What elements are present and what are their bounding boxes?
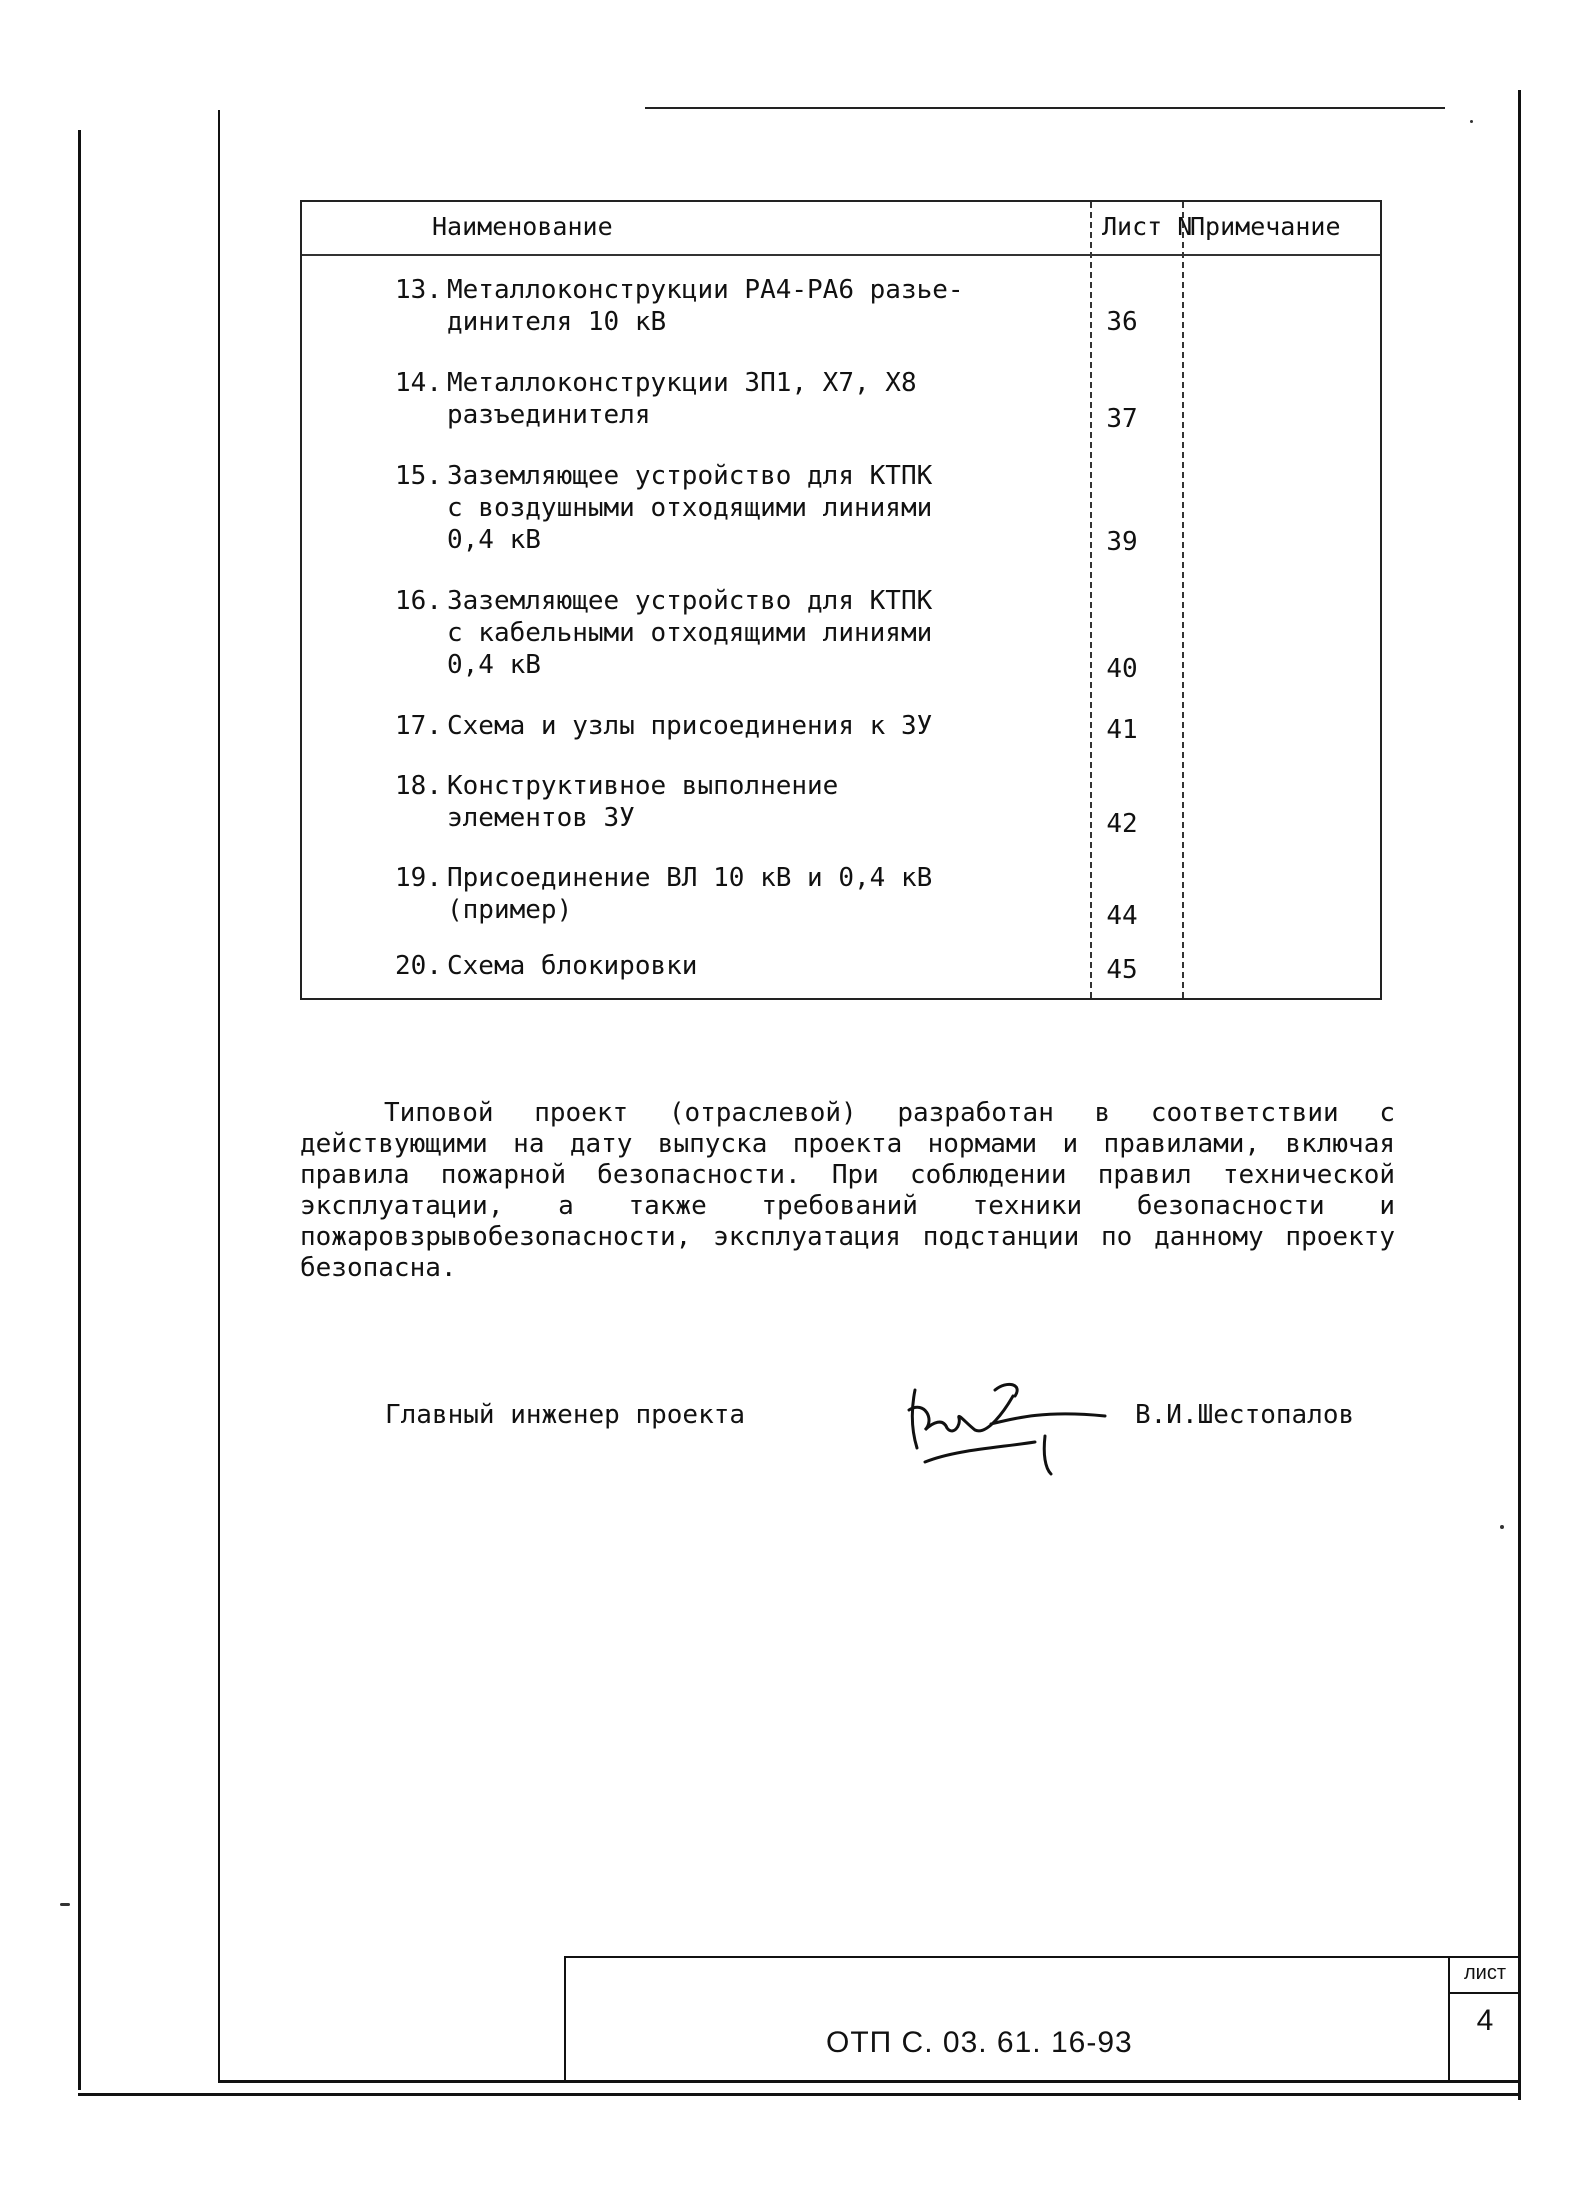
sheet-frame-inner-left [218,110,220,2080]
row-name: Схема блокировки [447,951,698,981]
row-number: 15. [395,461,442,491]
row-sheet: 39 [1106,527,1138,557]
title-block [564,1956,1520,2082]
column-divider [1182,202,1184,998]
signatory-name: В.И.Шестопалов [1135,1400,1355,1430]
row-name: Схема и узлы присоединения к ЗУ [447,711,933,741]
row-number: 13. [395,275,442,305]
sheet-number: 4 [1476,2004,1494,2037]
row-name: Конструктивное выполнение элементов ЗУ [447,771,839,833]
row-sheet: 41 [1106,715,1138,745]
row-name: Заземляющее устройство для КТПК с кабельными отходящими линиями 0,4 кВ [447,586,933,680]
sheet-frame-outer-bottom [78,2093,1521,2096]
sheet-frame-top [645,107,1445,109]
row-name: Металлоконструкции РА4-РА6 разье- динителя 10 кВ [447,275,964,337]
sheet-box-divider [1450,1992,1520,1994]
compliance-text: Типовой проект (отраслевой) разработан в соответствии с действующими на дату выпуска проекта нормами и правилами, включая правила пожарной безопасности. При соблюдении правил технической эксплуатации, а также требований техники безопасности и пожаровзрывобезопасности, эксплуатация подстанции по данному проекту безопасна. [300,1098,1395,1283]
contents-table [300,200,1382,1000]
header-divider [302,254,1380,256]
row-number: 16. [395,586,442,616]
row-sheet: 36 [1106,307,1138,337]
row-sheet: 40 [1106,654,1138,684]
row-sheet: 45 [1106,955,1138,985]
column-header-note: Примечание [1190,212,1341,241]
scan-speck [1470,120,1473,123]
sheet-number-box [1448,1958,1520,2082]
column-header-name: Наименование [432,212,613,241]
sheet-frame-outer-left [78,130,81,2090]
document-code: ОТП С. 03. 61. 16-93 [826,2026,1133,2059]
row-name: Заземляющее устройство для КТПК с воздушными отходящими линиями 0,4 кВ [447,461,933,555]
handwritten-signature [895,1370,1115,1480]
row-sheet: 44 [1106,901,1138,931]
sheet-label: лист [1463,1962,1506,1984]
row-name: Металлоконструкции ЗП1, Х7, Х8 разъединителя [447,368,917,430]
signature-role: Главный инженер проекта [385,1400,746,1430]
row-number: 17. [395,711,442,741]
row-number: 14. [395,368,442,398]
row-number: 20. [395,951,442,981]
compliance-statement [300,1098,1395,1284]
column-header-sheet: Лист N [1102,212,1193,241]
scan-speck [60,1903,70,1906]
row-number: 19. [395,863,442,893]
row-sheet: 37 [1106,404,1138,434]
sheet-frame-right [1518,90,1521,2100]
row-sheet: 42 [1106,809,1138,839]
row-name: Присоединение ВЛ 10 кВ и 0,4 кВ (пример) [447,863,933,925]
scan-speck [1500,1525,1504,1529]
row-number: 18. [395,771,442,801]
